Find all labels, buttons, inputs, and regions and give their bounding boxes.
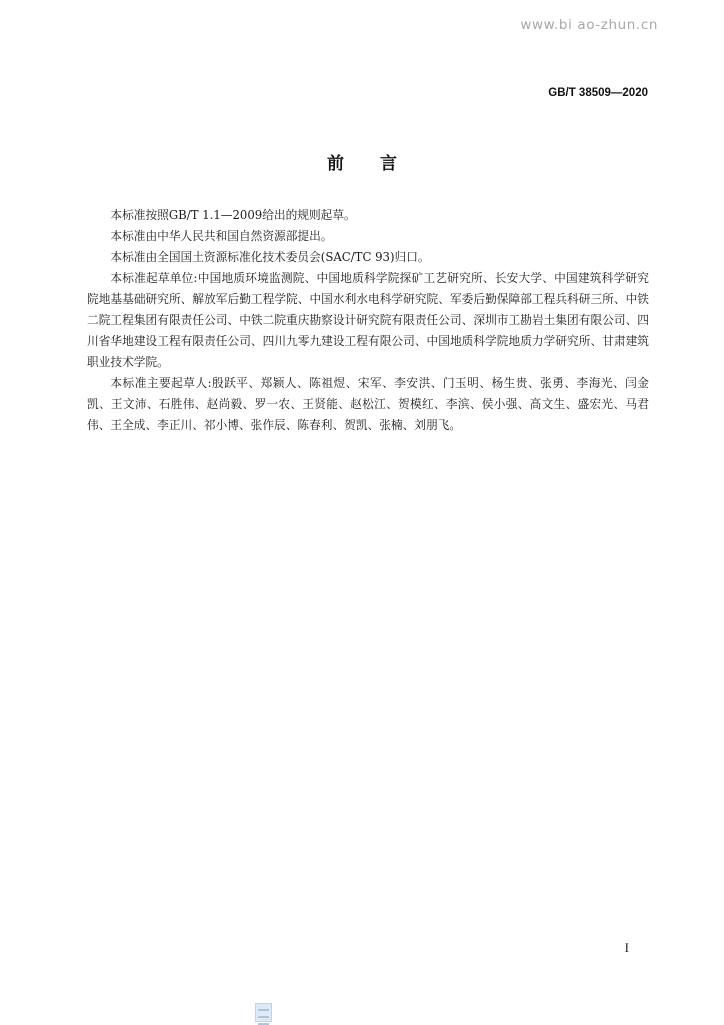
site-watermark: www.bi ao-zhun.cn xyxy=(520,17,658,33)
paragraph-drafting-units: 本标准起草单位:中国地质环境监测院、中国地质科学院探矿工艺研究所、长安大学、中国建筑科学研究院地基基础研究所、解放军后勤工程学院、中国水利水电科学研究院、军委后勤保障部工程兵科研三所、中铁二院工程集团有限责任公司、中铁二院重庆勘察设计研究院有限责任公司、深圳市工勘岩土集团有限公司、四川省华地建设工程有限责任公司、四川九零九建设工程有限公司、中国地质科学院地质力学研究所、甘肃建筑职业技术学院。 xyxy=(87,271,649,369)
paragraph-proposer: 本标准由中华人民共和国自然资源部提出。 xyxy=(110,229,333,243)
paragraph-committee: 本标准由全国国土资源标准化技术委员会(SAC/TC 93)归口。 xyxy=(110,250,430,264)
standard-code: GB/T 38509—2020 xyxy=(548,87,648,99)
paragraph-drafters: 本标准主要起草人:殷跃平、郑颖人、陈祖煜、宋军、李安洪、门玉明、杨生贵、张勇、李海光、闫金凯、王文沛、石胜伟、赵尚毅、罗一农、王贤能、赵松江、贺模红、李滨、侯小强、高文生、盛宏光、马君伟、王全成、李正川、祁小博、张作辰、陈春利、贺凯、张楠、刘朋飞。 xyxy=(87,376,649,432)
paragraph-drafting-rules: 本标准按照GB/T 1.1—2009给出的规则起草。 xyxy=(110,208,356,222)
page-title: 前言 xyxy=(327,154,433,174)
document-stamp-icon xyxy=(255,1003,272,1022)
page-number: I xyxy=(624,940,629,955)
foreword-body xyxy=(87,205,649,436)
